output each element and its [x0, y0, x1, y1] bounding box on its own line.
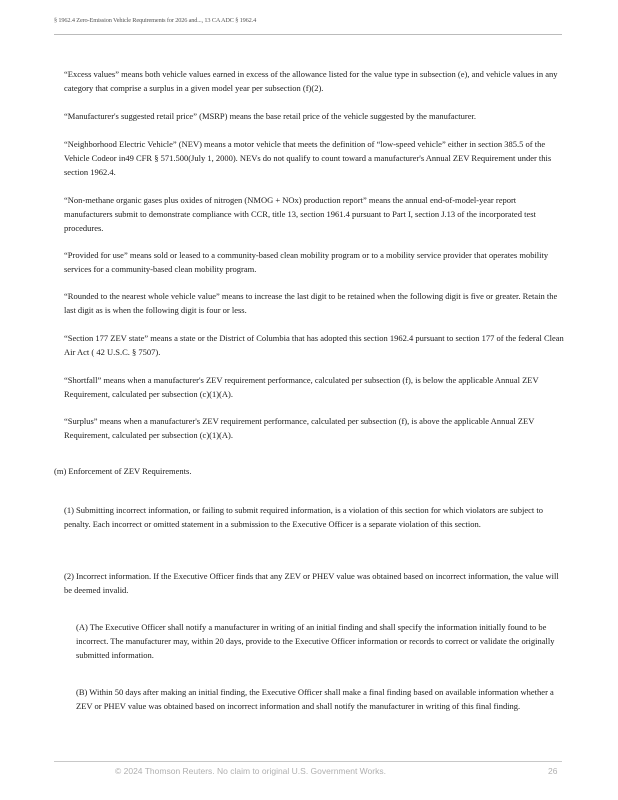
definition-rounded: “Rounded to the nearest whole vehicle value” means to increase the last digit to be retained when the following digit is five or greater. Retain the last digit as is when the following digit is four or less.: [64, 291, 558, 315]
section-m-paragraph-b: (B) Within 50 days after making an initial finding, the Executive Officer shall make a final finding based on available information whether a ZEV or PHEV value was obtained based on incorrect information and shall notify the manufacturer in writing of this final finding.: [76, 687, 554, 711]
definition-nev: “Neighborhood Electric Vehicle” (NEV) means a motor vehicle that meets the definition of “low-speed vehicle” either in section 385.5 of the Vehicle Codeor in49 CFR § 571.500(July 1, 2000). NEVs do not qualify to count toward a manufacturer's Annual ZEV Requirement under this section 1962.4.: [64, 139, 552, 177]
definition-nmog-report: “Non-methane organic gases plus oxides of nitrogen (NMOG + NOx) production report” means the annual end-of-model-year report manufacturers submit to demonstrate compliance with CCR, title 13, section 1961.4 pursuant to Part I, section J.13 of the incorporated test procedures.: [64, 195, 536, 233]
page-number: 26: [548, 766, 558, 776]
section-m-paragraph-2: (2) Incorrect information. If the Executive Officer finds that any ZEV or PHEV value was obtained based on incorrect information, the value will be deemed invalid.: [64, 571, 559, 595]
definition-excess-values: “Excess values” means both vehicle values earned in excess of the allowance listed for the value type in subsection (e), and vehicle values in any category that comprise a surplus in a given model year per subsection (f)(2).: [64, 69, 558, 93]
section-m-heading: (m) Enforcement of ZEV Requirements.: [54, 466, 192, 476]
definition-provided-for-use: “Provided for use” means sold or leased to a community-based clean mobility program or to a mobility service provider that operates mobility services for a community-based clean mobility program.: [64, 250, 549, 274]
footer-divider: [54, 761, 562, 762]
definition-msrp: “Manufacturer's suggested retail price” (MSRP) means the base retail price of the vehicle suggested by the manufacturer.: [64, 111, 476, 121]
running-header: § 1962.4 Zero-Emission Vehicle Requirements for 2026 and..., 13 CA ADC § 1962.4: [54, 17, 257, 24]
definition-surplus: “Surplus” means when a manufacturer's ZEV requirement performance, calculated per subsection (f), is above the applicable Annual ZEV Requirement, calculated per subsection (c)(1)(A).: [64, 416, 535, 440]
section-m-paragraph-1: (1) Submitting incorrect information, or failing to submit required information, is a violation of this section for which violators are subject to penalty. Each incorrect or omitted statement in a submission to the Executive Officer is a separate violation of this section.: [64, 505, 543, 529]
section-m-paragraph-a: (A) The Executive Officer shall notify a manufacturer in writing of an initial finding and shall specify the information initially found to be incorrect. The manufacturer may, within 20 days, provide to the Executive Officer information or records to correct or validate the originally submitted information.: [76, 622, 555, 660]
header-divider: [54, 34, 562, 35]
definition-shortfall: “Shortfall” means when a manufacturer's ZEV requirement performance, calculated per subsection (f), is below the applicable Annual ZEV Requirement, calculated per subsection (c)(1)(A).: [64, 375, 539, 399]
definition-section-177-state: “Section 177 ZEV state” means a state or the District of Columbia that has adopted this section 1962.4 pursuant to section 177 of the federal Clean Air Act ( 42 U.S.C. § 7507).: [64, 333, 564, 357]
copyright-notice: © 2024 Thomson Reuters. No claim to original U.S. Government Works.: [115, 766, 386, 776]
